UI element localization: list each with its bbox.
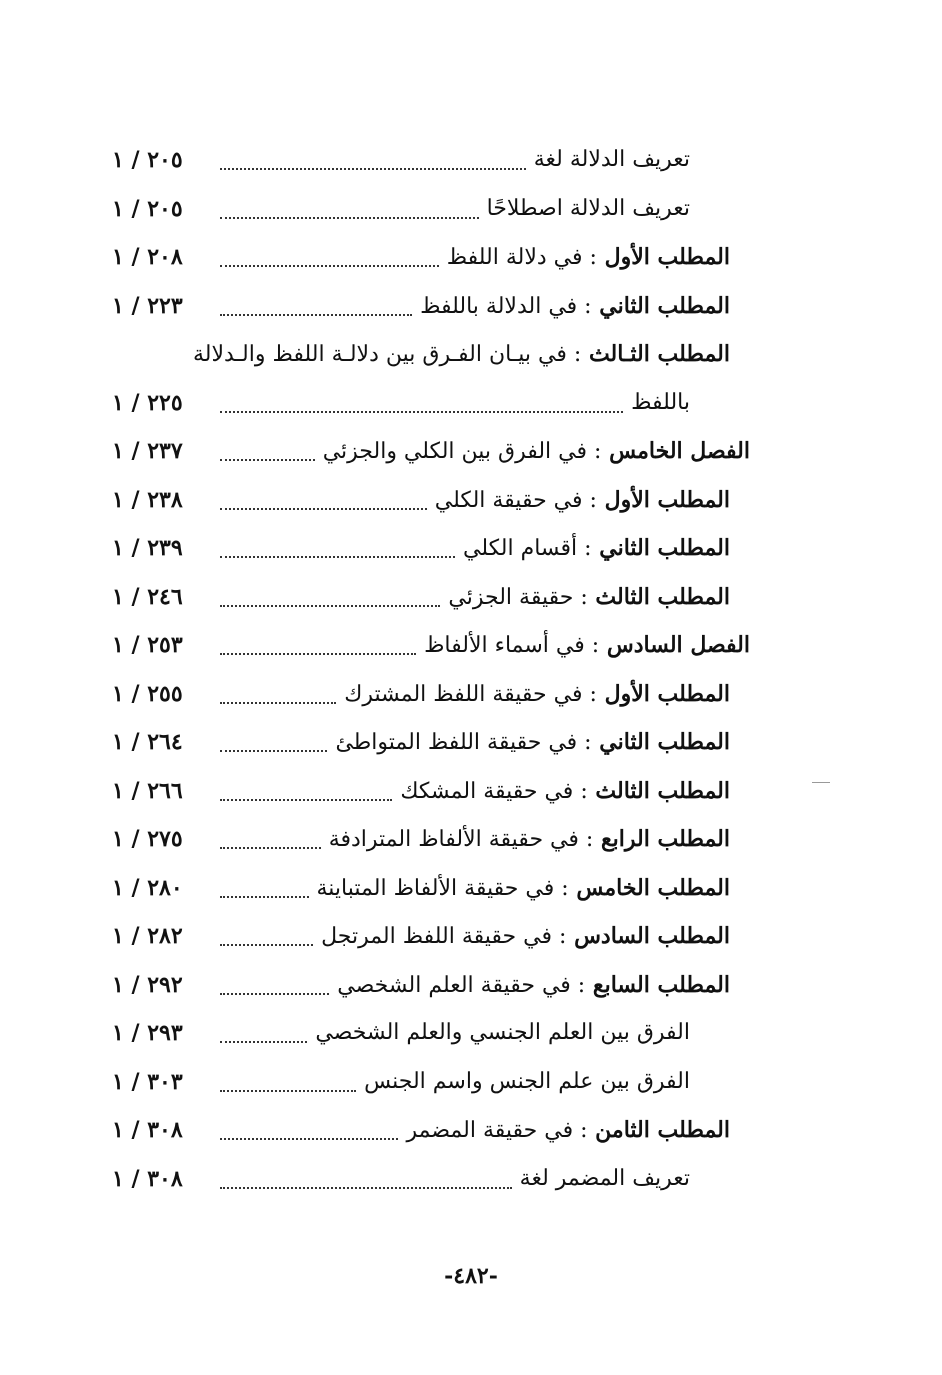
toc-page-ref: ٢٢٣ / ١ [112,292,183,319]
dot-leader [220,506,427,510]
toc-entry-heading: المطلب السابع [592,971,730,998]
toc-entry-heading: المطلب الثاني [599,292,730,319]
toc-entry-heading: الفصل الخامس [609,438,750,464]
toc-entry-heading: المطلب الأول [604,244,730,270]
toc-entry-heading: المطلب الأول [604,680,730,707]
toc-entry [0,573,942,622]
toc-entry-title [335,718,730,767]
toc-entry-text: : في بيـان الفـرق بين دلالـة اللفظ والـدلالة [193,342,582,367]
toc-entry-heading: المطلب الرابع [600,826,730,852]
toc-entry [0,718,942,767]
toc-page-ref: ٢٩٢ / ١ [112,971,183,998]
dot-leader [220,1039,307,1043]
toc-entry-title [424,621,750,670]
table-of-contents [0,136,942,1203]
toc-entry-title [329,815,730,864]
toc-entry [0,961,942,1010]
toc-entry [0,379,942,428]
toc-entry-text: : في الدلالة باللفظ [420,293,592,319]
dot-leader [220,263,439,267]
toc-entry [0,524,942,573]
toc-entry [0,621,942,670]
toc-page-ref: ٢٣٧ / ١ [112,438,183,464]
toc-entry-title [364,1058,690,1106]
toc-entry-title [406,1106,730,1155]
toc-entry-text: تعريف الدلالة لغة [533,147,690,172]
toc-entry [0,136,942,185]
toc-entry-title [321,912,730,961]
toc-entry-title [315,1009,690,1057]
toc-entry-text: : في حقيقة المضمر [406,1118,588,1143]
dot-leader [220,1136,398,1140]
toc-entry-text: : في حقيقة العلم الشخصي [337,972,586,998]
toc-page-ref: ٢٢٥ / ١ [112,389,183,416]
toc-page-ref: ٢٥٣ / ١ [112,632,183,658]
toc-entry-text: : في أسماء الألفاظ [424,633,600,658]
toc-page-ref: ٢٩٣ / ١ [112,1020,183,1046]
scan-mark [812,782,830,783]
dot-leader [220,748,327,752]
toc-entry-text: : في حقيقة اللفظ المتواطئ [335,730,592,755]
dot-leader [220,1088,356,1092]
dot-leader [220,166,526,170]
toc-page-ref: ٢٣٨ / ١ [112,486,183,513]
toc-page-ref: ٢٨٠ / ١ [112,874,183,901]
toc-entry [0,282,942,331]
toc-entry-title [317,864,731,913]
toc-page-ref: ٢٦٤ / ١ [112,729,183,755]
toc-entry-heading: المطلب الثاني [599,729,730,755]
toc-entry [0,1009,942,1058]
toc-entry-text: : في حقيقة الألفاظ المترادفة [328,827,594,852]
toc-entry-text: : في حقيقة الكلي [434,487,597,513]
toc-entry-title [435,476,730,525]
toc-page-ref: ٢٤٦ / ١ [112,583,183,610]
toc-entry-text: : في حقيقة اللفظ المشترك [344,681,597,707]
toc-entry-text: تعريف المضمر لغة [519,1165,690,1191]
toc-entry [0,185,942,234]
toc-page-ref: ٢٦٦ / ١ [112,777,183,804]
toc-entry-text: : في حقيقة الألفاظ المتباينة [316,875,569,901]
toc-entry [0,670,942,719]
toc-entry [0,1155,942,1204]
dot-leader [220,700,336,704]
toc-entry [0,864,942,913]
toc-entry [0,330,942,379]
toc-entry-text: : في حقيقة المشكك [400,778,588,804]
toc-entry-heading: المطلب الثالث [595,583,730,610]
dot-leader [220,894,309,898]
toc-entry-title [447,233,730,282]
toc-entry [0,815,942,864]
toc-entry [0,912,942,961]
toc-page-ref: ٢٣٩ / ١ [112,535,183,561]
dot-leader [220,845,321,849]
page-number: -٤٨٢- [444,1263,498,1289]
dot-leader [220,457,315,461]
toc-entry-text: : في دلالة اللفظ [446,245,597,270]
toc-entry-title [534,136,690,184]
toc-entry-text: : في الفرق بين الكلي والجزئي [322,439,602,464]
toc-entry-heading: المطلب الثامن [595,1117,730,1143]
toc-page-ref: ٢٥٥ / ١ [112,680,183,707]
toc-entry-text: : حقيقة الجزئي [448,584,588,610]
toc-entry-heading: المطلب الثاني [599,535,730,561]
dot-leader [220,215,479,219]
toc-entry [0,476,942,525]
toc-entry [0,1106,942,1155]
toc-entry [0,1058,942,1107]
toc-entry-heading: المطلب الأول [604,486,730,513]
toc-page-ref: ٢٠٨ / ١ [112,244,183,270]
toc-entry-title [631,379,690,427]
dot-leader [220,312,412,316]
toc-entry-text: باللفظ [631,389,690,415]
toc-entry-title [463,524,730,573]
dot-leader [220,797,392,801]
dot-leader [220,409,623,413]
toc-entry-title [448,573,730,622]
toc-entry-title [487,185,690,233]
toc-entry-heading: المطلب الثالث [595,777,730,804]
toc-page-ref: ٢٠٥ / ١ [112,147,183,173]
toc-entry [0,427,942,476]
toc-entry [0,233,942,282]
toc-entry-title [323,427,750,476]
toc-page-ref: ٣٠٨ / ١ [112,1117,183,1143]
dot-leader [220,554,455,558]
dot-leader [220,1185,512,1189]
toc-entry-title [520,1155,690,1203]
toc-page-ref: ٢٠٥ / ١ [112,195,183,222]
toc-entry-text: : أقسام الكلي [463,536,592,561]
toc-entry-title [420,282,730,331]
toc-page-ref: ٢٨٢ / ١ [112,923,183,949]
toc-page-ref: ٣٠٣ / ١ [112,1068,183,1095]
toc-entry-text: : في حقيقة اللفظ المرتجل [321,924,567,949]
dot-leader [220,651,416,655]
toc-entry [0,767,942,816]
toc-entry-text: الفرق بين العلم الجنسي والعلم الشخصي [315,1020,690,1045]
toc-entry-heading: المطلب السادس [574,923,730,949]
dot-leader [220,991,329,995]
toc-entry-heading: الفصل السادس [606,632,750,658]
toc-page-ref: ٢٧٥ / ١ [112,826,183,852]
dot-leader [220,603,440,607]
toc-entry-text: تعريف الدلالة اصطلاحًا [486,195,690,221]
toc-entry-text: الفرق بين علم الجنس واسم الجنس [364,1068,690,1094]
toc-entry-title [193,330,730,379]
toc-entry-title [344,670,730,719]
dot-leader [220,942,313,946]
toc-entry-title [400,767,730,816]
toc-entry-title [337,961,730,1010]
toc-page-ref: ٣٠٨ / ١ [112,1165,183,1192]
toc-entry-heading: المطلب الخامس [576,874,730,901]
toc-entry-heading: المطلب الثـالث [588,341,730,367]
